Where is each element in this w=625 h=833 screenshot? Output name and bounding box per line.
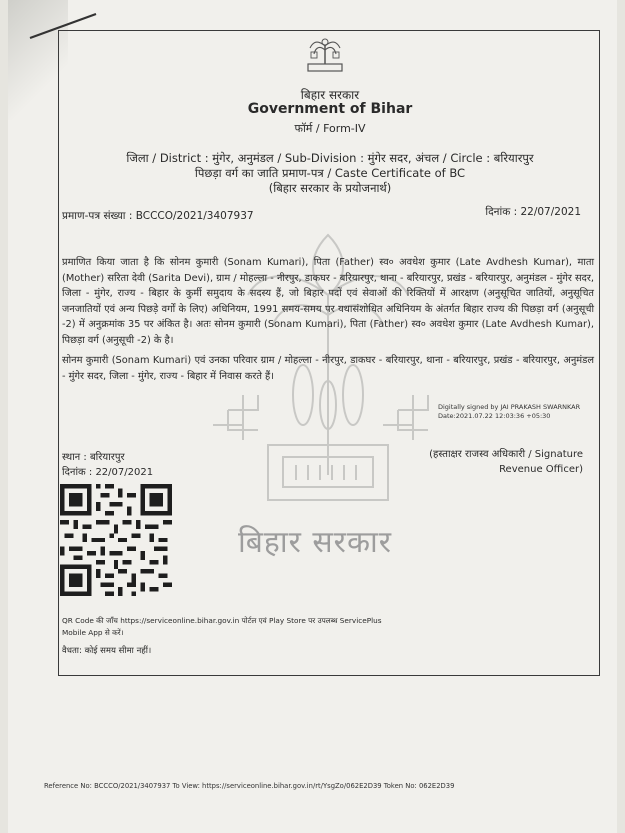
- residence-paragraph: सोनम कुमारी (Sonam Kumari) एवं उनका परिवार ग्राम / मोहल्ला - नीरपुर, डाकघर - बरियारपुर, थाना - बरियारपुर, प्रखंड - बरियारपुर, अनुमंडल - मुंगेर सदर, जिला - मुंगेर, राज्य - बिहार में निवास करते हैं।: [62, 355, 594, 382]
- watermark-text: बिहार सरकार: [238, 525, 393, 560]
- signature-caption-line1: (हस्ताक्षर राजस्व अधिकारी / Signature: [429, 449, 583, 460]
- location-line: जिला / District : मुंगेर, अनुमंडल / Sub-Division : मुंगेर सदर, अंचल / Circle : बरियारपुर: [126, 151, 534, 165]
- qr-note-line1: QR Code की जाँच https://serviceonline.bihar.gov.in पोर्टल एवं Play Store पर उपलब्ध ServicePlus: [62, 616, 382, 625]
- reference-footer: Reference No: BCCCO/2021/3407937 To View: https://serviceonline.bihar.gov.in/rt/YsgZo/062E2D39 Token No: 062E2D39: [44, 782, 455, 790]
- form-label: फॉर्म / Form-IV: [294, 122, 366, 135]
- certificate-number: प्रमाण-पत्र संख्या : BCCCO/2021/3407937: [62, 210, 254, 222]
- issue-date: दिनांक : 22/07/2021: [485, 206, 581, 218]
- place: स्थान : बरियारपुर: [62, 452, 125, 463]
- gov-title-hindi: बिहार सरकार: [300, 88, 360, 102]
- gov-title-english: Government of Bihar: [247, 101, 413, 117]
- digital-signature-date: Date:2021.07.22 12:03:36 +05:30: [438, 412, 551, 420]
- qr-note-line2: Mobile App से करें।: [62, 628, 124, 637]
- place-date: दिनांक : 22/07/2021: [62, 467, 154, 478]
- signature-caption: [429, 447, 583, 477]
- bihar-emblem-icon: [306, 34, 344, 74]
- signature-caption-line2: Revenue Officer): [499, 464, 583, 475]
- certificate-title: पिछड़ा वर्ग का जाति प्रमाण-पत्र / Caste Certificate of BC: [194, 166, 466, 180]
- certificate-body-paragraph: प्रमाणित किया जाता है कि सोनम कुमारी (Sonam Kumari), पिता (Father) स्व० अवधेश कुमार (Late Avdhesh Kumar), माता (Mother) सरिता देवी (Sarita Devi), ग्राम / मोहल्ला - नीरपुर, डाकघर - बरियारपुर, थाना - बरियारपुर, प्रखंड - बरियारपुर, अनुमंडल - मुंगेर सदर, जिला - मुंगेर, राज्य - बिहार के कुर्मी समुदाय के सदस्य हैं, जो बिहार पदों एवं सेवाओं की रिक्तियों में आरक्षण (अनुसूचित जातियों, अनुसूचित जनजातियों एवं अन्य पिछड़े वर्गों के लिए) अधिनियम, 1991 समय-समय पर यथासंशोधित अधिनियम के अंतर्गत बिहार राज्य की पिछड़ा वर्ग (अनुसूची -2) में अनुक्रमांक 35 पर अंकित है। अतः सोनम कुमारी (Sonam Kumari), पिता (Father) स्व० अवधेश कुमार (Late Avdhesh Kumar), पिछड़ा वर्ग (अनुसूची -2) के है।: [62, 257, 594, 346]
- digital-signature-signer: Digitally signed by JAI PRAKASH SWARNKAR: [438, 403, 581, 411]
- validity: वैधता: कोई समय सीमा नहीं।: [62, 646, 152, 656]
- certificate-purpose: (बिहार सरकार के प्रयोजनार्थ): [268, 181, 392, 195]
- qr-code: [60, 484, 172, 596]
- certificate-page: [8, 0, 617, 833]
- qr-verification-note: [62, 615, 502, 639]
- digital-signature: [438, 403, 580, 421]
- place-date-block: [62, 450, 153, 480]
